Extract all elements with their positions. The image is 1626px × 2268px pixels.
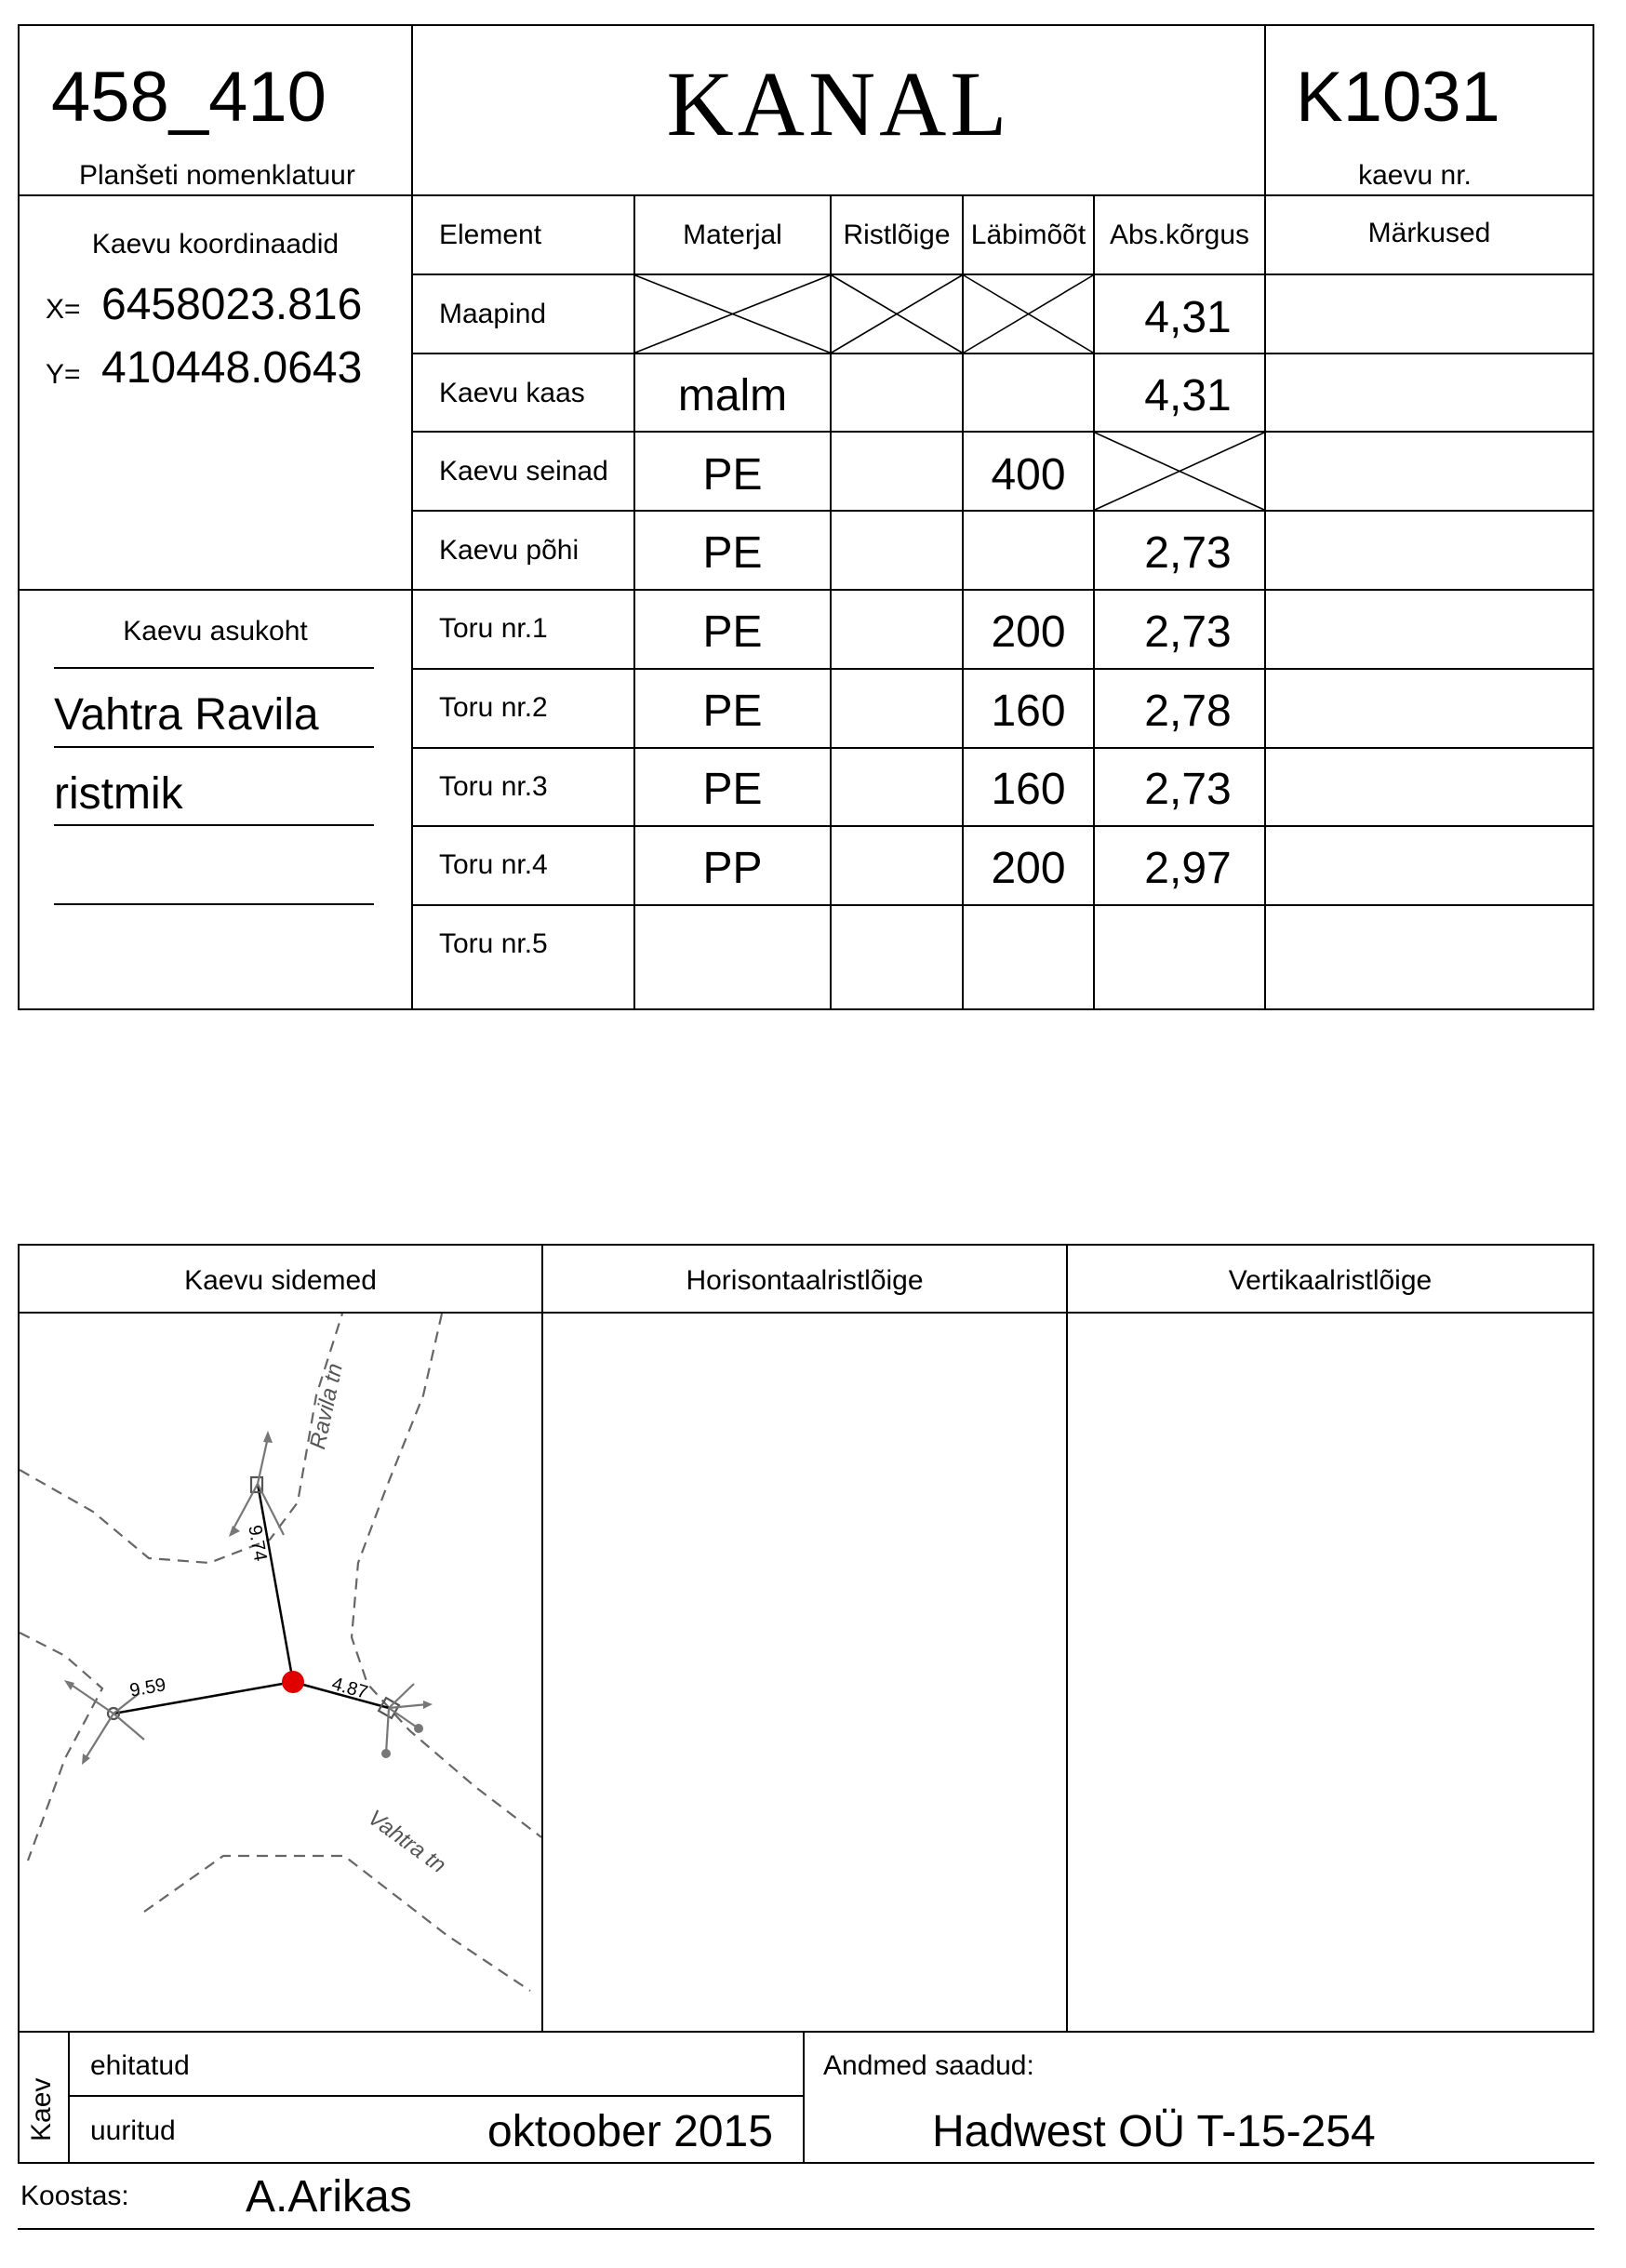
cell-elevation: 2,73 [1144, 528, 1232, 578]
cell-elevation: 4,31 [1144, 371, 1232, 420]
location-line: ristmik [54, 769, 183, 819]
cell-material: PE [702, 450, 763, 500]
sheet-label: Planšeti nomenklatuur [79, 160, 355, 191]
column-header-diameter: Läbimõõt [970, 220, 1086, 250]
cell-element: Toru nr.2 [439, 692, 548, 723]
cell-material: PE [702, 528, 763, 578]
cell-element: Maapind [439, 299, 547, 329]
column-header-cross-section: Ristlõige [843, 220, 951, 250]
cell-diameter: 200 [991, 844, 1066, 893]
surveyed-label: uuritud [90, 2115, 176, 2146]
cell-element: Kaevu põhi [439, 535, 580, 566]
y-label: Y= [46, 359, 81, 390]
x-value: 6458023.816 [101, 280, 363, 329]
surveyed-value: oktoober 2015 [487, 2107, 773, 2156]
street-label-vahtra: Vahtra tn [363, 1805, 451, 1878]
built-label: ehitatud [90, 2050, 190, 2081]
cell-material: PE [702, 687, 763, 736]
cell-diameter: 160 [991, 765, 1066, 814]
x-label: X= [46, 294, 81, 325]
cell-elevation: 2,73 [1144, 765, 1232, 814]
cell-element: Toru nr.1 [439, 613, 548, 644]
cell-elevation: 2,78 [1144, 687, 1232, 736]
cell-elevation: 2,97 [1144, 844, 1232, 893]
well-number-label: kaevu nr. [1358, 160, 1472, 191]
cell-elevation: 2,73 [1144, 607, 1232, 657]
cell-material: PP [702, 844, 763, 893]
data-source-value: Hadwest OÜ T-15-254 [932, 2107, 1376, 2156]
cell-element: Toru nr.3 [439, 771, 548, 802]
y-value: 410448.0643 [101, 343, 363, 393]
location-label: Kaevu asukoht [123, 616, 308, 647]
distance-label: 4.87 [329, 1674, 370, 1703]
author-value: A.Arikas [246, 2172, 412, 2221]
distance-label: 9.59 [127, 1674, 167, 1701]
cell-element: Kaevu kaas [439, 378, 585, 408]
column-header-element: Element [439, 220, 542, 250]
cell-material: PE [702, 765, 763, 814]
sketch-header-vertical: Vertikaalristlõige [1228, 1265, 1433, 1296]
cell-diameter: 160 [991, 687, 1066, 736]
cell-material: PE [702, 607, 763, 657]
column-header-elevation: Abs.kõrgus [1109, 220, 1250, 250]
location-line: Vahtra Ravila [54, 690, 319, 740]
cell-element: Toru nr.4 [439, 849, 548, 880]
column-header-material: Materjal [683, 220, 782, 250]
distance-label: 9.74 [244, 1523, 271, 1563]
well-marker [282, 1671, 304, 1693]
cell-diameter: 200 [991, 607, 1066, 657]
cell-element: Kaevu seinad [439, 456, 608, 487]
sketch-header-horizontal: Horisontaalristlõige [686, 1265, 924, 1296]
author-label: Koostas: [20, 2181, 129, 2211]
cell-material: malm [677, 371, 788, 420]
coordinates-label: Kaevu koordinaadid [91, 229, 340, 260]
cell-elevation: 4,31 [1144, 293, 1232, 342]
column-header-notes: Märkused [1367, 218, 1491, 248]
page-title: KANAL [666, 52, 1011, 155]
cell-element: Toru nr.5 [439, 928, 548, 959]
sheet-number: 458_410 [51, 58, 327, 137]
footer-side-label: Kaev [26, 2077, 57, 2141]
well-number: K1031 [1296, 58, 1500, 137]
cell-diameter: 400 [991, 450, 1066, 500]
data-source-label: Andmed saadud: [823, 2050, 1034, 2081]
sketch-header-connections: Kaevu sidemed [184, 1265, 377, 1296]
street-label-ravila: Ravila tn [305, 1361, 348, 1452]
